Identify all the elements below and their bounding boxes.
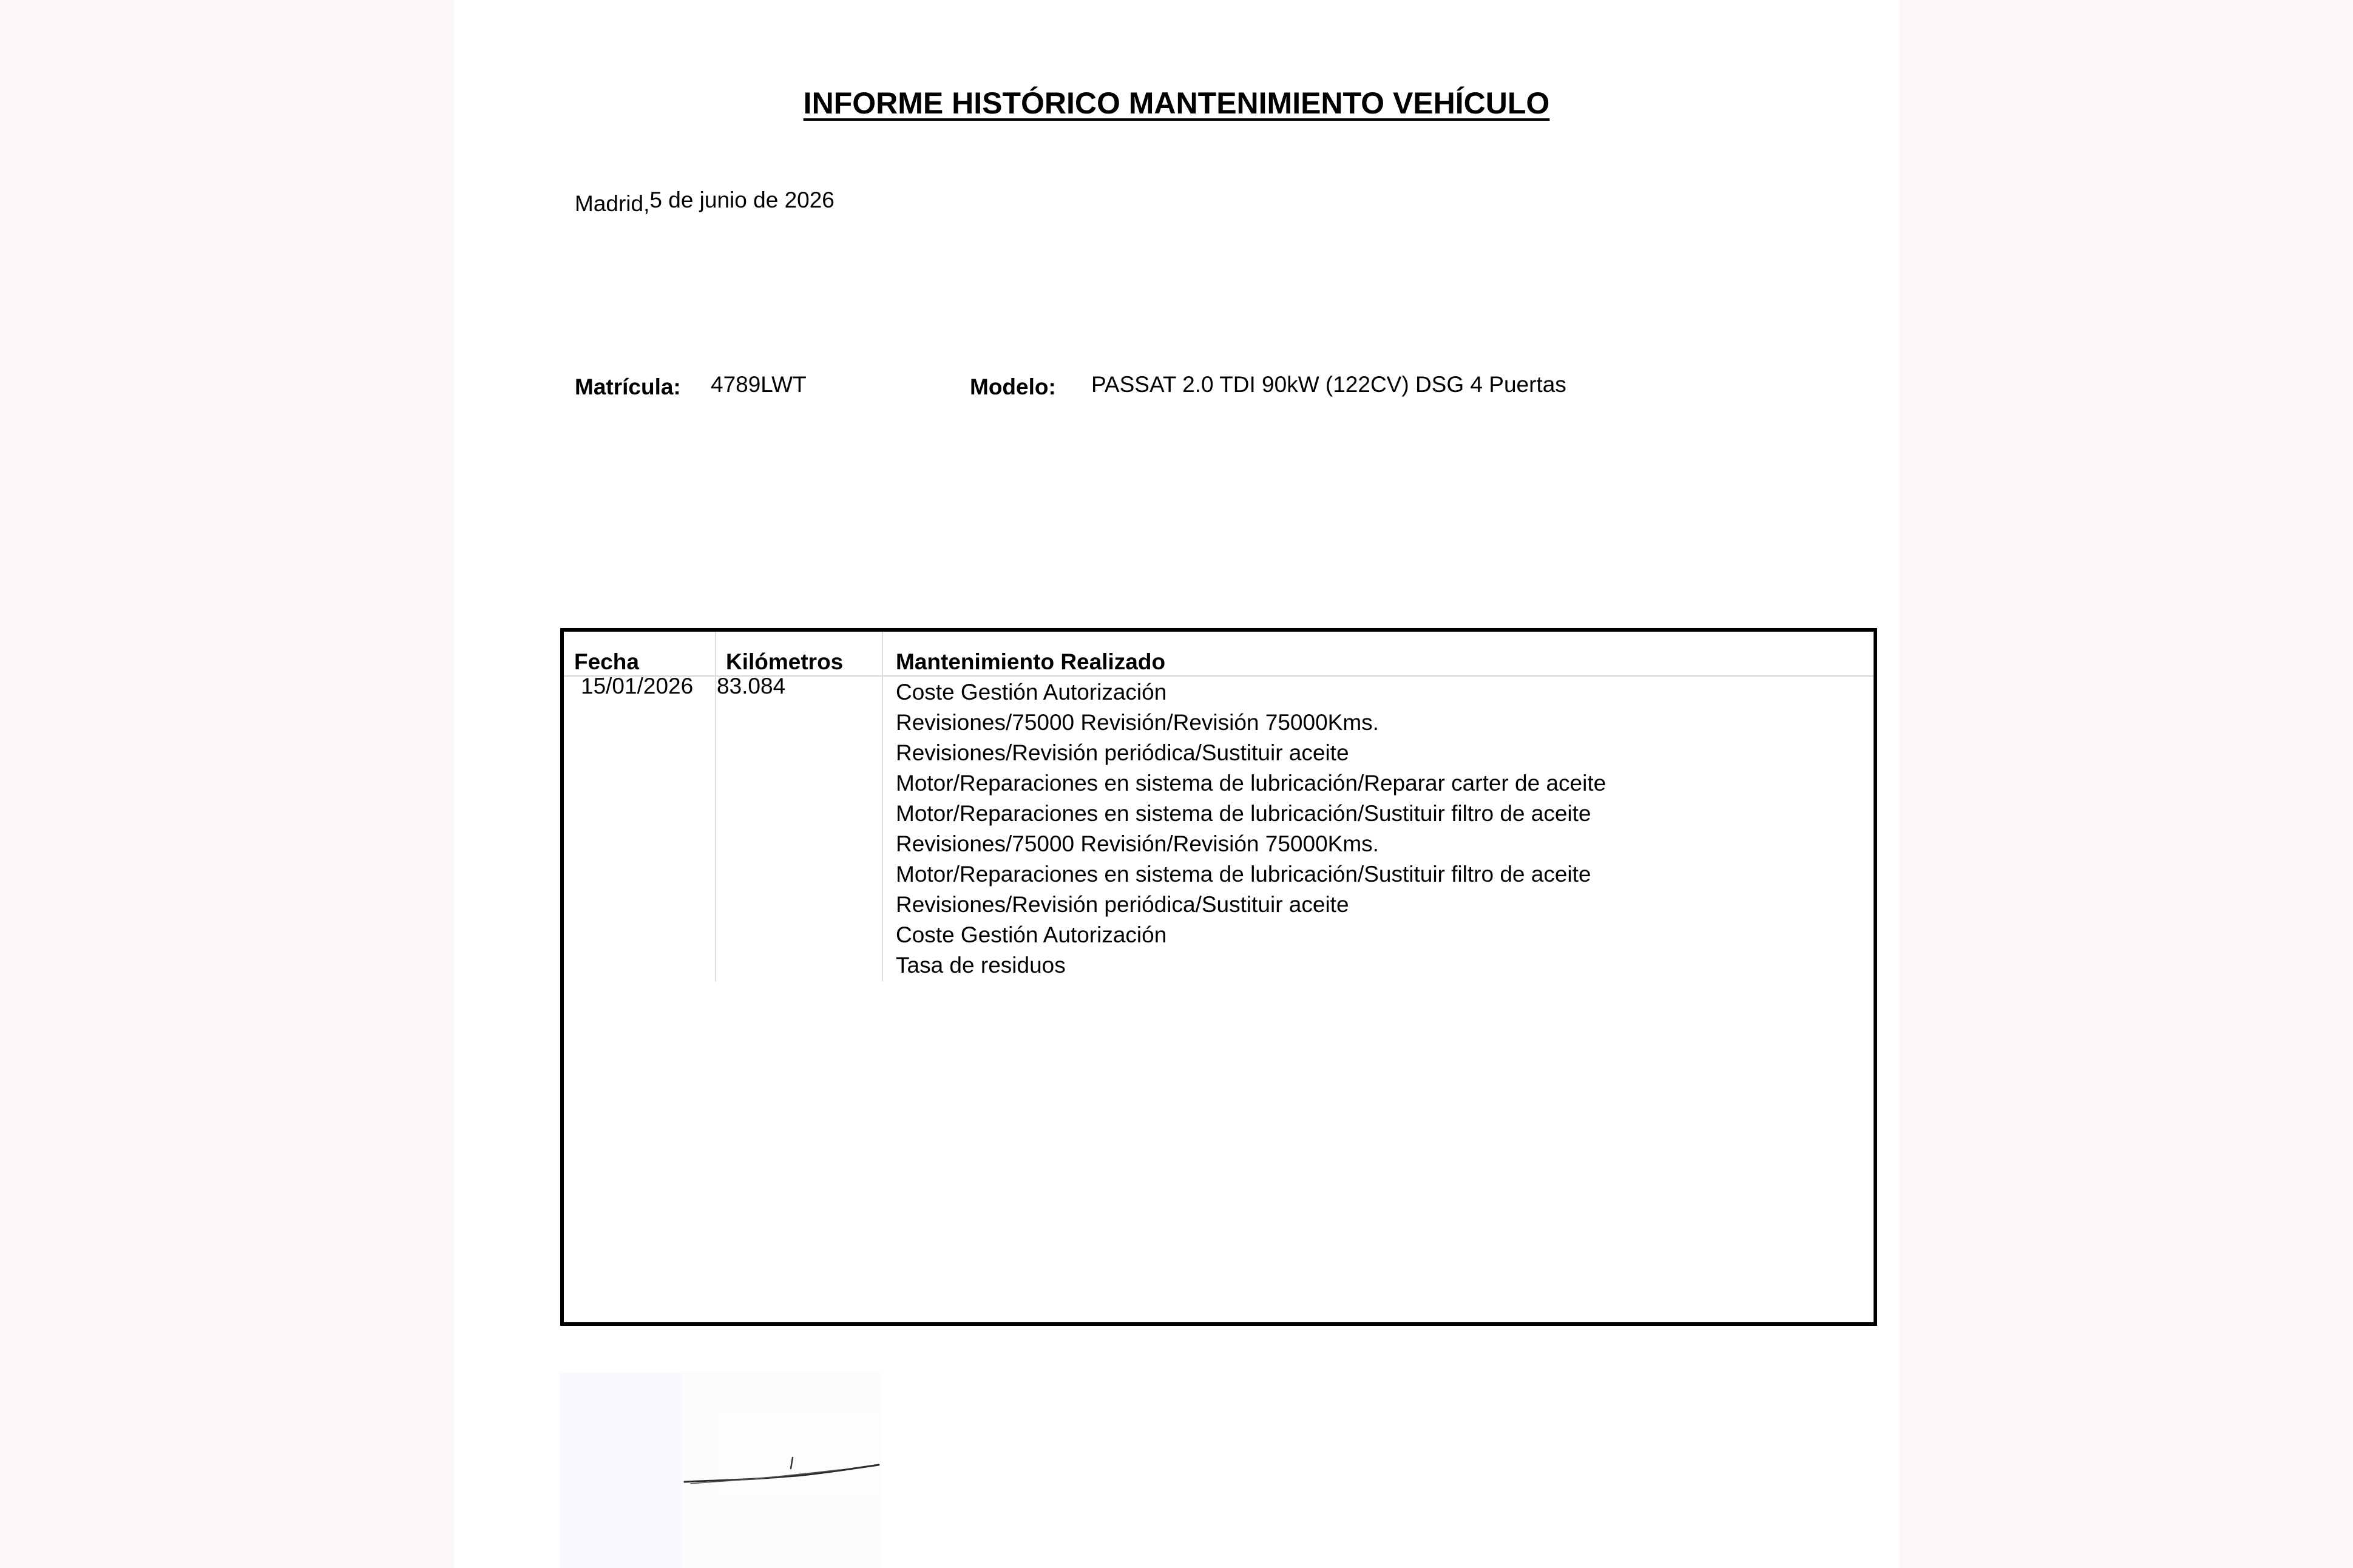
header-date: Fecha: [574, 649, 639, 674]
report-title: INFORME HISTÓRICO MANTENIMIENTO VEHÍCULO: [803, 86, 1550, 120]
header-maintenance: Mantenimiento Realizado: [896, 649, 1166, 674]
maintenance-item: Motor/Reparaciones en sistema de lubricación/Sustituir filtro de aceite: [896, 801, 1591, 826]
column-divider: [715, 632, 716, 981]
place-date: [575, 187, 835, 214]
maintenance-item: Revisiones/Revisión periódica/Sustituir aceite: [896, 892, 1349, 917]
maintenance-item: Coste Gestión Autorización: [896, 922, 1167, 947]
maintenance-list: [896, 677, 1606, 981]
maintenance-item: Coste Gestión Autorización: [896, 680, 1167, 705]
signature-image: [560, 1373, 882, 1568]
model-label: Modelo:: [970, 374, 1056, 399]
row-date: 15/01/2026: [581, 674, 694, 698]
row-km: 83.084: [717, 674, 786, 698]
report-page: [454, 0, 1899, 1568]
maintenance-item: Revisiones/Revisión periódica/Sustituir aceite: [896, 740, 1349, 765]
plate-label: Matrícula:: [575, 374, 681, 399]
report-date: 5 de junio de 2026: [649, 188, 835, 212]
maintenance-item: Revisiones/75000 Revisión/Revisión 75000Kms.: [896, 831, 1379, 856]
maintenance-item: Motor/Reparaciones en sistema de lubricación/Reparar carter de aceite: [896, 771, 1606, 796]
maintenance-table: [560, 628, 1877, 1326]
plate-value: 4789LWT: [711, 372, 807, 397]
column-divider: [882, 632, 883, 981]
model-value: PASSAT 2.0 TDI 90kW (122CV) DSG 4 Puertas: [1091, 372, 1566, 397]
place: Madrid,: [575, 191, 650, 216]
maintenance-item: Motor/Reparaciones en sistema de lubricación/Sustituir filtro de aceite: [896, 862, 1591, 887]
maintenance-item: Tasa de residuos: [896, 953, 1066, 978]
maintenance-item: Revisiones/75000 Revisión/Revisión 75000Kms.: [896, 710, 1379, 735]
header-km: Kilómetros: [726, 649, 844, 674]
